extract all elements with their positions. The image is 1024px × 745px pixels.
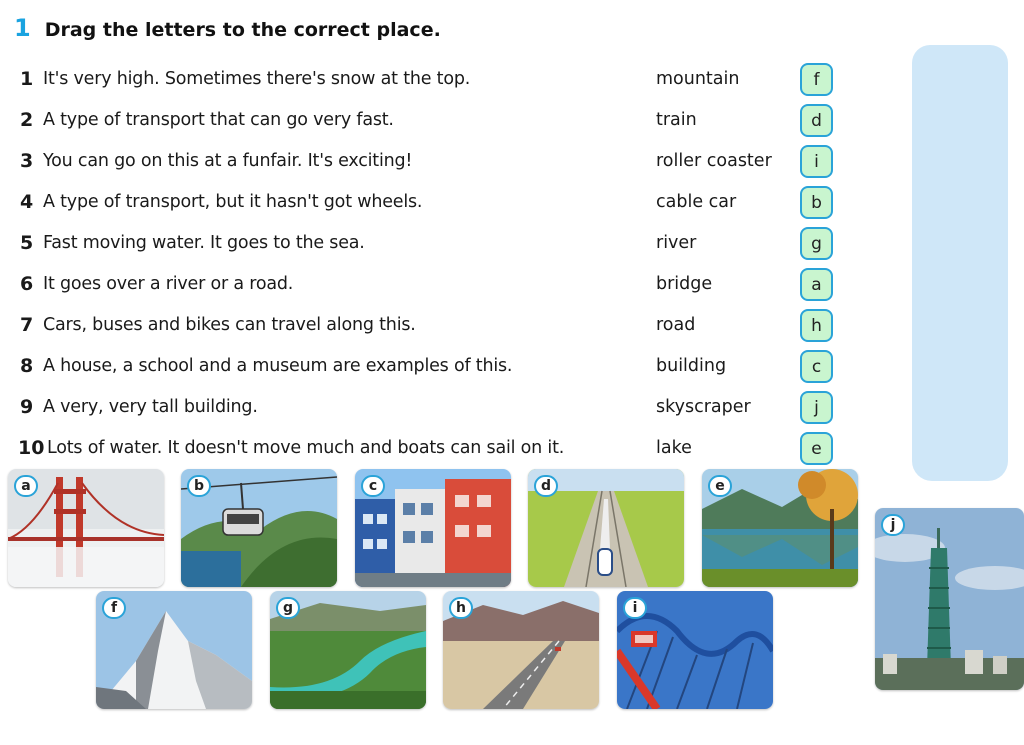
question-sentence: A type of transport, but it hasn't got wheels. bbox=[43, 192, 423, 212]
answer-word: building bbox=[656, 356, 727, 376]
letter-bank[interactable] bbox=[912, 45, 1008, 481]
question-number: 8 bbox=[20, 355, 34, 377]
question-row-1 bbox=[0, 60, 860, 101]
drop-slot-6[interactable]: a bbox=[800, 268, 833, 301]
picture-letter-badge: b bbox=[187, 475, 211, 497]
picture-d bbox=[528, 469, 684, 587]
question-row-7 bbox=[0, 306, 860, 347]
answer-word: bridge bbox=[656, 274, 713, 294]
question-sentence: You can go on this at a funfair. It's exciting! bbox=[43, 151, 413, 171]
question-row-6 bbox=[0, 265, 860, 306]
answer-word: cable car bbox=[656, 192, 737, 212]
picture-a bbox=[8, 469, 164, 587]
picture-letter-badge: j bbox=[881, 514, 905, 536]
picture-i bbox=[617, 591, 773, 709]
picture-letter-badge: e bbox=[708, 475, 732, 497]
question-number: 2 bbox=[20, 109, 34, 131]
answer-word: road bbox=[656, 315, 696, 335]
question-number: 10 bbox=[18, 437, 45, 459]
picture-g bbox=[270, 591, 426, 709]
drop-slot-3[interactable]: i bbox=[800, 145, 833, 178]
exercise-header bbox=[14, 14, 441, 42]
picture-c bbox=[355, 469, 511, 587]
question-number: 4 bbox=[20, 191, 34, 213]
question-sentence: Fast moving water. It goes to the sea. bbox=[43, 233, 365, 253]
question-number: 5 bbox=[20, 232, 34, 254]
drop-slot-1[interactable]: f bbox=[800, 63, 833, 96]
answer-word: lake bbox=[656, 438, 692, 458]
drop-slot-7[interactable]: h bbox=[800, 309, 833, 342]
picture-j bbox=[875, 508, 1024, 690]
answer-word: skyscraper bbox=[656, 397, 751, 417]
question-row-9 bbox=[0, 388, 860, 429]
drop-slot-2[interactable]: d bbox=[800, 104, 833, 137]
question-number: 9 bbox=[20, 396, 34, 418]
drop-slot-9[interactable]: j bbox=[800, 391, 833, 424]
question-number: 3 bbox=[20, 150, 34, 172]
picture-letter-badge: g bbox=[276, 597, 300, 619]
picture-letter-badge: d bbox=[534, 475, 558, 497]
picture-b bbox=[181, 469, 337, 587]
question-row-5 bbox=[0, 224, 860, 265]
question-sentence: It goes over a river or a road. bbox=[43, 274, 294, 294]
question-sentence: A house, a school and a museum are examples of this. bbox=[43, 356, 513, 376]
drop-slot-10[interactable]: e bbox=[800, 432, 833, 465]
question-row-10 bbox=[0, 429, 860, 470]
drop-slot-4[interactable]: b bbox=[800, 186, 833, 219]
picture-f bbox=[96, 591, 252, 709]
answer-word: mountain bbox=[656, 69, 740, 89]
picture-h bbox=[443, 591, 599, 709]
drop-slot-8[interactable]: c bbox=[800, 350, 833, 383]
answer-word: roller coaster bbox=[656, 151, 772, 171]
question-sentence: A type of transport that can go very fast. bbox=[43, 110, 394, 130]
picture-letter-badge: i bbox=[623, 597, 647, 619]
question-row-8 bbox=[0, 347, 860, 388]
question-row-2 bbox=[0, 101, 860, 142]
picture-letter-badge: h bbox=[449, 597, 473, 619]
question-number: 7 bbox=[20, 314, 34, 336]
question-number: 6 bbox=[20, 273, 34, 295]
exercise-instruction: Drag the letters to the correct place. bbox=[44, 19, 441, 41]
question-sentence: A very, very tall building. bbox=[43, 397, 258, 417]
answer-word: train bbox=[656, 110, 697, 130]
exercise-number: 1 bbox=[14, 14, 31, 42]
picture-letter-badge: f bbox=[102, 597, 126, 619]
picture-letter-badge: a bbox=[14, 475, 38, 497]
question-row-4 bbox=[0, 183, 860, 224]
drop-slot-5[interactable]: g bbox=[800, 227, 833, 260]
picture-e bbox=[702, 469, 858, 587]
picture-letter-badge: c bbox=[361, 475, 385, 497]
question-sentence: Cars, buses and bikes can travel along this. bbox=[43, 315, 416, 335]
answer-word: river bbox=[656, 233, 697, 253]
question-sentence: Lots of water. It doesn't move much and boats can sail on it. bbox=[47, 438, 565, 458]
question-row-3 bbox=[0, 142, 860, 183]
question-number: 1 bbox=[20, 68, 34, 90]
question-sentence: It's very high. Sometimes there's snow at the top. bbox=[43, 69, 471, 89]
